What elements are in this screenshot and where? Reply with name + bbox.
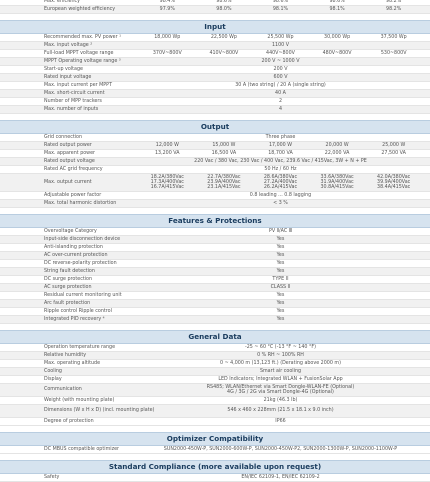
value-span: Yes: [276, 317, 285, 322]
row-label: MPPT Operating voltage range ³: [44, 59, 121, 64]
value-span: Yes: [276, 261, 285, 266]
table-row: [0, 106, 430, 114]
value-cell: 25,000 W: [382, 143, 406, 148]
row-values: [139, 252, 430, 259]
value-span: 200 V: [273, 67, 288, 72]
row-label: Rated input voltage: [44, 75, 92, 80]
row-label: Max. short-circuit current: [44, 91, 105, 96]
value-cell: 98.6%: [216, 0, 232, 4]
value-span: 21kg (46.3 lb): [263, 398, 298, 403]
table-row: [0, 418, 430, 426]
value-cell: 98.4%: [159, 0, 175, 4]
table-row: [0, 82, 430, 90]
table-row: [0, 134, 430, 142]
row-values: [139, 228, 430, 235]
value-span: PV Ⅱ/AC Ⅲ: [268, 229, 293, 234]
section-features-heading: Features & Protections: [0, 214, 430, 228]
table-row: [0, 474, 430, 482]
value-span: Yes: [276, 309, 285, 314]
row-label: Residual current monitoring unit: [44, 293, 122, 298]
table-row: [0, 174, 430, 192]
row-label: Rated AC grid frequency: [44, 167, 103, 172]
value-line: 28.6A/380Vac: [263, 174, 298, 180]
value-cell: 98.6%: [329, 0, 345, 4]
row-label: Max. output current: [44, 180, 92, 185]
row-values: [139, 344, 430, 351]
value-cell: [196, 174, 253, 191]
value-cell: 18,000 Wp: [154, 35, 181, 40]
table-row: [0, 98, 430, 106]
table-row: [0, 344, 430, 352]
row-label: Max. operating altitude: [44, 361, 101, 366]
row-values: [139, 58, 430, 65]
table-row: [0, 376, 430, 384]
table-row: [0, 384, 430, 397]
table-row: [0, 405, 430, 418]
table-row: [0, 308, 430, 316]
value-span: 220 Vac / 380 Vac, 230 Vac / 400 Vac, 239.6 Vac / 415Vac, 3W + N + PE: [194, 159, 367, 164]
row-values: [139, 308, 430, 315]
value-span: 30 A (two string) / 20 A (single string): [235, 83, 326, 88]
row-values: [139, 200, 430, 207]
value-cell: 27,500 VA: [381, 151, 406, 156]
row-values: [139, 405, 430, 417]
row-values: [139, 50, 430, 57]
section-input-heading: Input: [0, 20, 430, 34]
value-line: 18.2A/380Vac: [150, 174, 184, 180]
row-values: [139, 66, 430, 73]
row-values: [139, 244, 430, 251]
row-label: Cooling: [44, 369, 62, 374]
value-cell: 22,000 VA: [324, 151, 350, 156]
section-standard-heading: Standard Compliance (more available upon request): [0, 460, 430, 474]
value-cell: 25,500 Wp: [267, 35, 294, 40]
standard-table: [0, 474, 430, 482]
row-label: Max. apparent power: [44, 151, 96, 156]
value-cell: [252, 174, 309, 191]
table-row: [0, 300, 430, 308]
value-line: 27.2A/400Vac: [263, 179, 298, 185]
value-line: 22.7A/380Vac: [207, 174, 241, 180]
section-general-heading: General Data: [0, 330, 430, 344]
value-span: 40 A: [275, 91, 286, 96]
value-cell: 440V~800V: [266, 51, 295, 56]
value-span: CLASS II: [270, 285, 291, 290]
table-row: [0, 244, 430, 252]
row-values: [139, 397, 430, 404]
features-table: [0, 228, 430, 324]
value-span: LED Indicators; Integrated WLAN + FusionSolar App: [218, 377, 343, 382]
row-values: [139, 90, 430, 97]
row-label: Integrated PID recovery ⁴: [44, 317, 105, 322]
value-cell: 18,700 VA: [268, 151, 293, 156]
row-label: Weight (with mounting plate): [44, 398, 115, 403]
value-line: 23.1A/415Vac: [207, 185, 241, 191]
table-row: [0, 34, 430, 42]
input-table: [0, 34, 430, 114]
value-line: 23.9A/400Vac: [207, 179, 241, 185]
value-span: 50 Hz / 60 Hz: [264, 167, 297, 172]
value-span: Three phase: [265, 135, 296, 140]
row-values: [139, 276, 430, 283]
row-label: Communication: [44, 387, 82, 392]
table-row: [0, 284, 430, 292]
value-cell: 22,500 Wp: [210, 35, 237, 40]
row-label: Number of MPP trackers: [44, 99, 102, 104]
row-values: [139, 98, 430, 105]
value-cell: 20,000 W: [325, 143, 349, 148]
row-label: Max. total harmonic distortion: [44, 201, 117, 206]
value-cell: 97.9%: [159, 7, 175, 12]
value-span: Yes: [276, 245, 285, 250]
value-span: 1100 V: [271, 43, 289, 48]
value-cell: 13,200 VA: [155, 151, 180, 156]
table-row: [0, 268, 430, 276]
row-label: DC surge protection: [44, 277, 93, 282]
optimizer-table: [0, 446, 430, 454]
row-values: [139, 158, 430, 165]
value-cell: 98.2%: [386, 7, 402, 12]
row-label: DC MBUS compatible optimizer: [44, 447, 120, 452]
row-label: Max. input voltage ²: [44, 43, 93, 48]
row-label: Degree of protection: [44, 419, 94, 424]
row-label: Max. number of inputs: [44, 107, 99, 112]
row-label: European weighted efficiency: [44, 7, 116, 12]
value-cell: 98.0%: [216, 7, 232, 12]
value-span: Yes: [276, 269, 285, 274]
table-row: [0, 6, 430, 14]
row-values: [139, 236, 430, 243]
table-row: [0, 158, 430, 166]
row-values: [139, 474, 430, 481]
row-label: Adjustable power factor: [44, 193, 102, 198]
row-label: String fault detection: [44, 269, 95, 274]
row-label: Rated output voltage: [44, 159, 95, 164]
row-label: Recommended max. PV power ¹: [44, 35, 122, 40]
row-label: Display: [44, 377, 62, 382]
value-span: Yes: [276, 237, 285, 242]
value-span: Smart air cooling: [259, 369, 302, 374]
value-cell: 16,500 VA: [211, 151, 237, 156]
table-row: [0, 42, 430, 50]
table-row: [0, 74, 430, 82]
row-values: [139, 174, 430, 191]
value-cell: 98.2%: [386, 0, 402, 4]
table-row: [0, 276, 430, 284]
row-values: [139, 316, 430, 323]
section-output-heading: Output: [0, 120, 430, 134]
row-values: [139, 260, 430, 267]
row-label: Safety: [44, 475, 60, 480]
value-line: 26.2A/415Vac: [263, 185, 298, 191]
table-row: [0, 66, 430, 74]
row-values: [139, 34, 430, 41]
value-line: 16.7A/415Vac: [150, 185, 184, 191]
value-line: RS485; WLAN/Ethernet via Smart Dongle-WLAN-FE (Optional): [206, 384, 355, 390]
table-row: [0, 252, 430, 260]
row-values: [139, 82, 430, 89]
row-values: [139, 268, 430, 275]
row-label: Full-load MPPT voltage range: [44, 51, 114, 56]
row-values: [139, 418, 430, 425]
value-multiline: [139, 384, 422, 396]
efficiency-table: [0, 0, 430, 14]
table-row: [0, 316, 430, 324]
value-line: 38.4A/415Vac: [377, 185, 411, 191]
row-label: Relative humidity: [44, 353, 87, 358]
table-row: [0, 50, 430, 58]
value-span: Yes: [276, 253, 285, 258]
table-row: [0, 260, 430, 268]
value-span: 200 V ~ 1000 V: [261, 59, 300, 64]
table-row: [0, 90, 430, 98]
value-span: 546 x 460 x 228mm (21.5 x 18.1 x 9.0 inch): [227, 408, 334, 413]
table-row: [0, 166, 430, 174]
row-label: Rated output power: [44, 143, 92, 148]
row-values: [139, 150, 430, 157]
table-row: [0, 200, 430, 208]
value-cell: 15,000 W: [212, 143, 236, 148]
row-values: [139, 284, 430, 291]
value-line: 31.9A/400Vac: [320, 179, 354, 185]
row-values: [139, 74, 430, 81]
value-cell: 12,000 W: [155, 143, 179, 148]
row-values: [139, 292, 430, 299]
value-cell: 410V~800V: [209, 51, 239, 56]
value-span: 4: [278, 107, 283, 112]
value-span: SUN2000-450W-P, SUN2000-600W-P, SUN2000-450W-P2, SUN2000-1300W-P, SUN2000-1100W-P: [163, 447, 398, 452]
row-values: [139, 166, 430, 173]
table-row: [0, 142, 430, 150]
value-span: TYPE II: [272, 277, 289, 282]
row-label: AC over-current protection: [44, 253, 108, 258]
row-values: [139, 368, 430, 375]
value-cell: 98.1%: [329, 7, 345, 12]
value-span: -25 ~ 60 °C (-13 °F ~ 140 °F): [245, 345, 316, 350]
row-label: Max. input current per MPPT: [44, 83, 113, 88]
row-label: Dimensions (W x H x D) (incl. mounting plate): [44, 408, 155, 413]
general-table: [0, 344, 430, 426]
value-cell: 370V~800V: [152, 51, 182, 56]
row-label: DC reverse-polarity protection: [44, 261, 117, 266]
row-values: [139, 192, 430, 199]
value-cell: 30,000 Wp: [324, 35, 351, 40]
row-values: [139, 42, 430, 49]
value-cell: [139, 174, 196, 191]
value-span: < 3 %: [273, 201, 288, 206]
value-cell: [309, 174, 366, 191]
output-table: [0, 134, 430, 208]
value-cell: [365, 174, 422, 191]
value-cell: 530~800V: [380, 51, 407, 56]
row-values: [139, 0, 430, 5]
row-values: [139, 300, 430, 307]
row-values: [139, 106, 430, 113]
table-row: [0, 360, 430, 368]
value-span: 0 % RH ~ 100% RH: [257, 353, 304, 358]
table-row: [0, 58, 430, 66]
value-span: 0.8 leading ... 0.8 lagging: [249, 193, 312, 198]
table-row: [0, 228, 430, 236]
value-span: Yes: [276, 293, 285, 298]
row-label: Overvoltage Category: [44, 229, 97, 234]
value-cell: 98.1%: [272, 7, 289, 12]
row-values: [139, 360, 430, 367]
table-row: [0, 446, 430, 454]
value-span: 0 ~ 4,000 m (13,123 ft.) (Derating above 2000 m): [220, 361, 341, 366]
row-values: [139, 384, 430, 396]
table-row: [0, 236, 430, 244]
value-span: 600 V: [273, 75, 288, 80]
value-line: 42.0A/380Vac: [377, 174, 411, 180]
value-line: 4G / 3G / 2G via Smart Dongle-4G (Optional): [227, 390, 334, 395]
row-values: [139, 134, 430, 141]
row-label: Grid connection: [44, 135, 83, 140]
value-line: 33.6A/380Vac: [320, 174, 354, 180]
table-row: [0, 397, 430, 405]
row-label: AC surge protection: [44, 285, 92, 290]
row-label: Arc fault protection: [44, 301, 91, 306]
value-span: IP66: [275, 419, 286, 424]
row-label: Ripple control Ripple control: [44, 309, 112, 314]
table-row: [0, 150, 430, 158]
value-span: Yes: [276, 301, 285, 306]
row-values: [139, 6, 430, 13]
table-row: [0, 368, 430, 376]
row-values: [139, 352, 430, 359]
row-label: Input-side disconnection device: [44, 237, 121, 242]
value-line: 30.8A/415Vac: [320, 185, 354, 191]
value-line: 17.3A/400Vac: [150, 179, 184, 185]
row-label: Operation temperature range: [44, 345, 116, 350]
section-optimizer-heading: Optimizer Compatibility: [0, 432, 430, 446]
row-values: [139, 142, 430, 149]
value-cell: 17,000 W: [268, 143, 293, 148]
value-span: 2: [278, 99, 283, 104]
row-label: Start-up voltage: [44, 67, 83, 72]
value-cell: 98.6%: [272, 0, 289, 4]
value-span: EN/IEC 62109-1, EN/IEC 62109-2: [241, 475, 320, 480]
row-label: Max. efficiency: [44, 0, 80, 4]
table-row: [0, 192, 430, 200]
value-cell: 480V~800V: [322, 51, 352, 56]
table-row: [0, 292, 430, 300]
row-label: Anti-islanding protection: [44, 245, 103, 250]
row-values: [139, 446, 430, 453]
value-cell: 37,500 Wp: [380, 35, 407, 40]
row-values: [139, 376, 430, 383]
value-line: 39.9A/400Vac: [377, 179, 411, 185]
table-row: [0, 352, 430, 360]
